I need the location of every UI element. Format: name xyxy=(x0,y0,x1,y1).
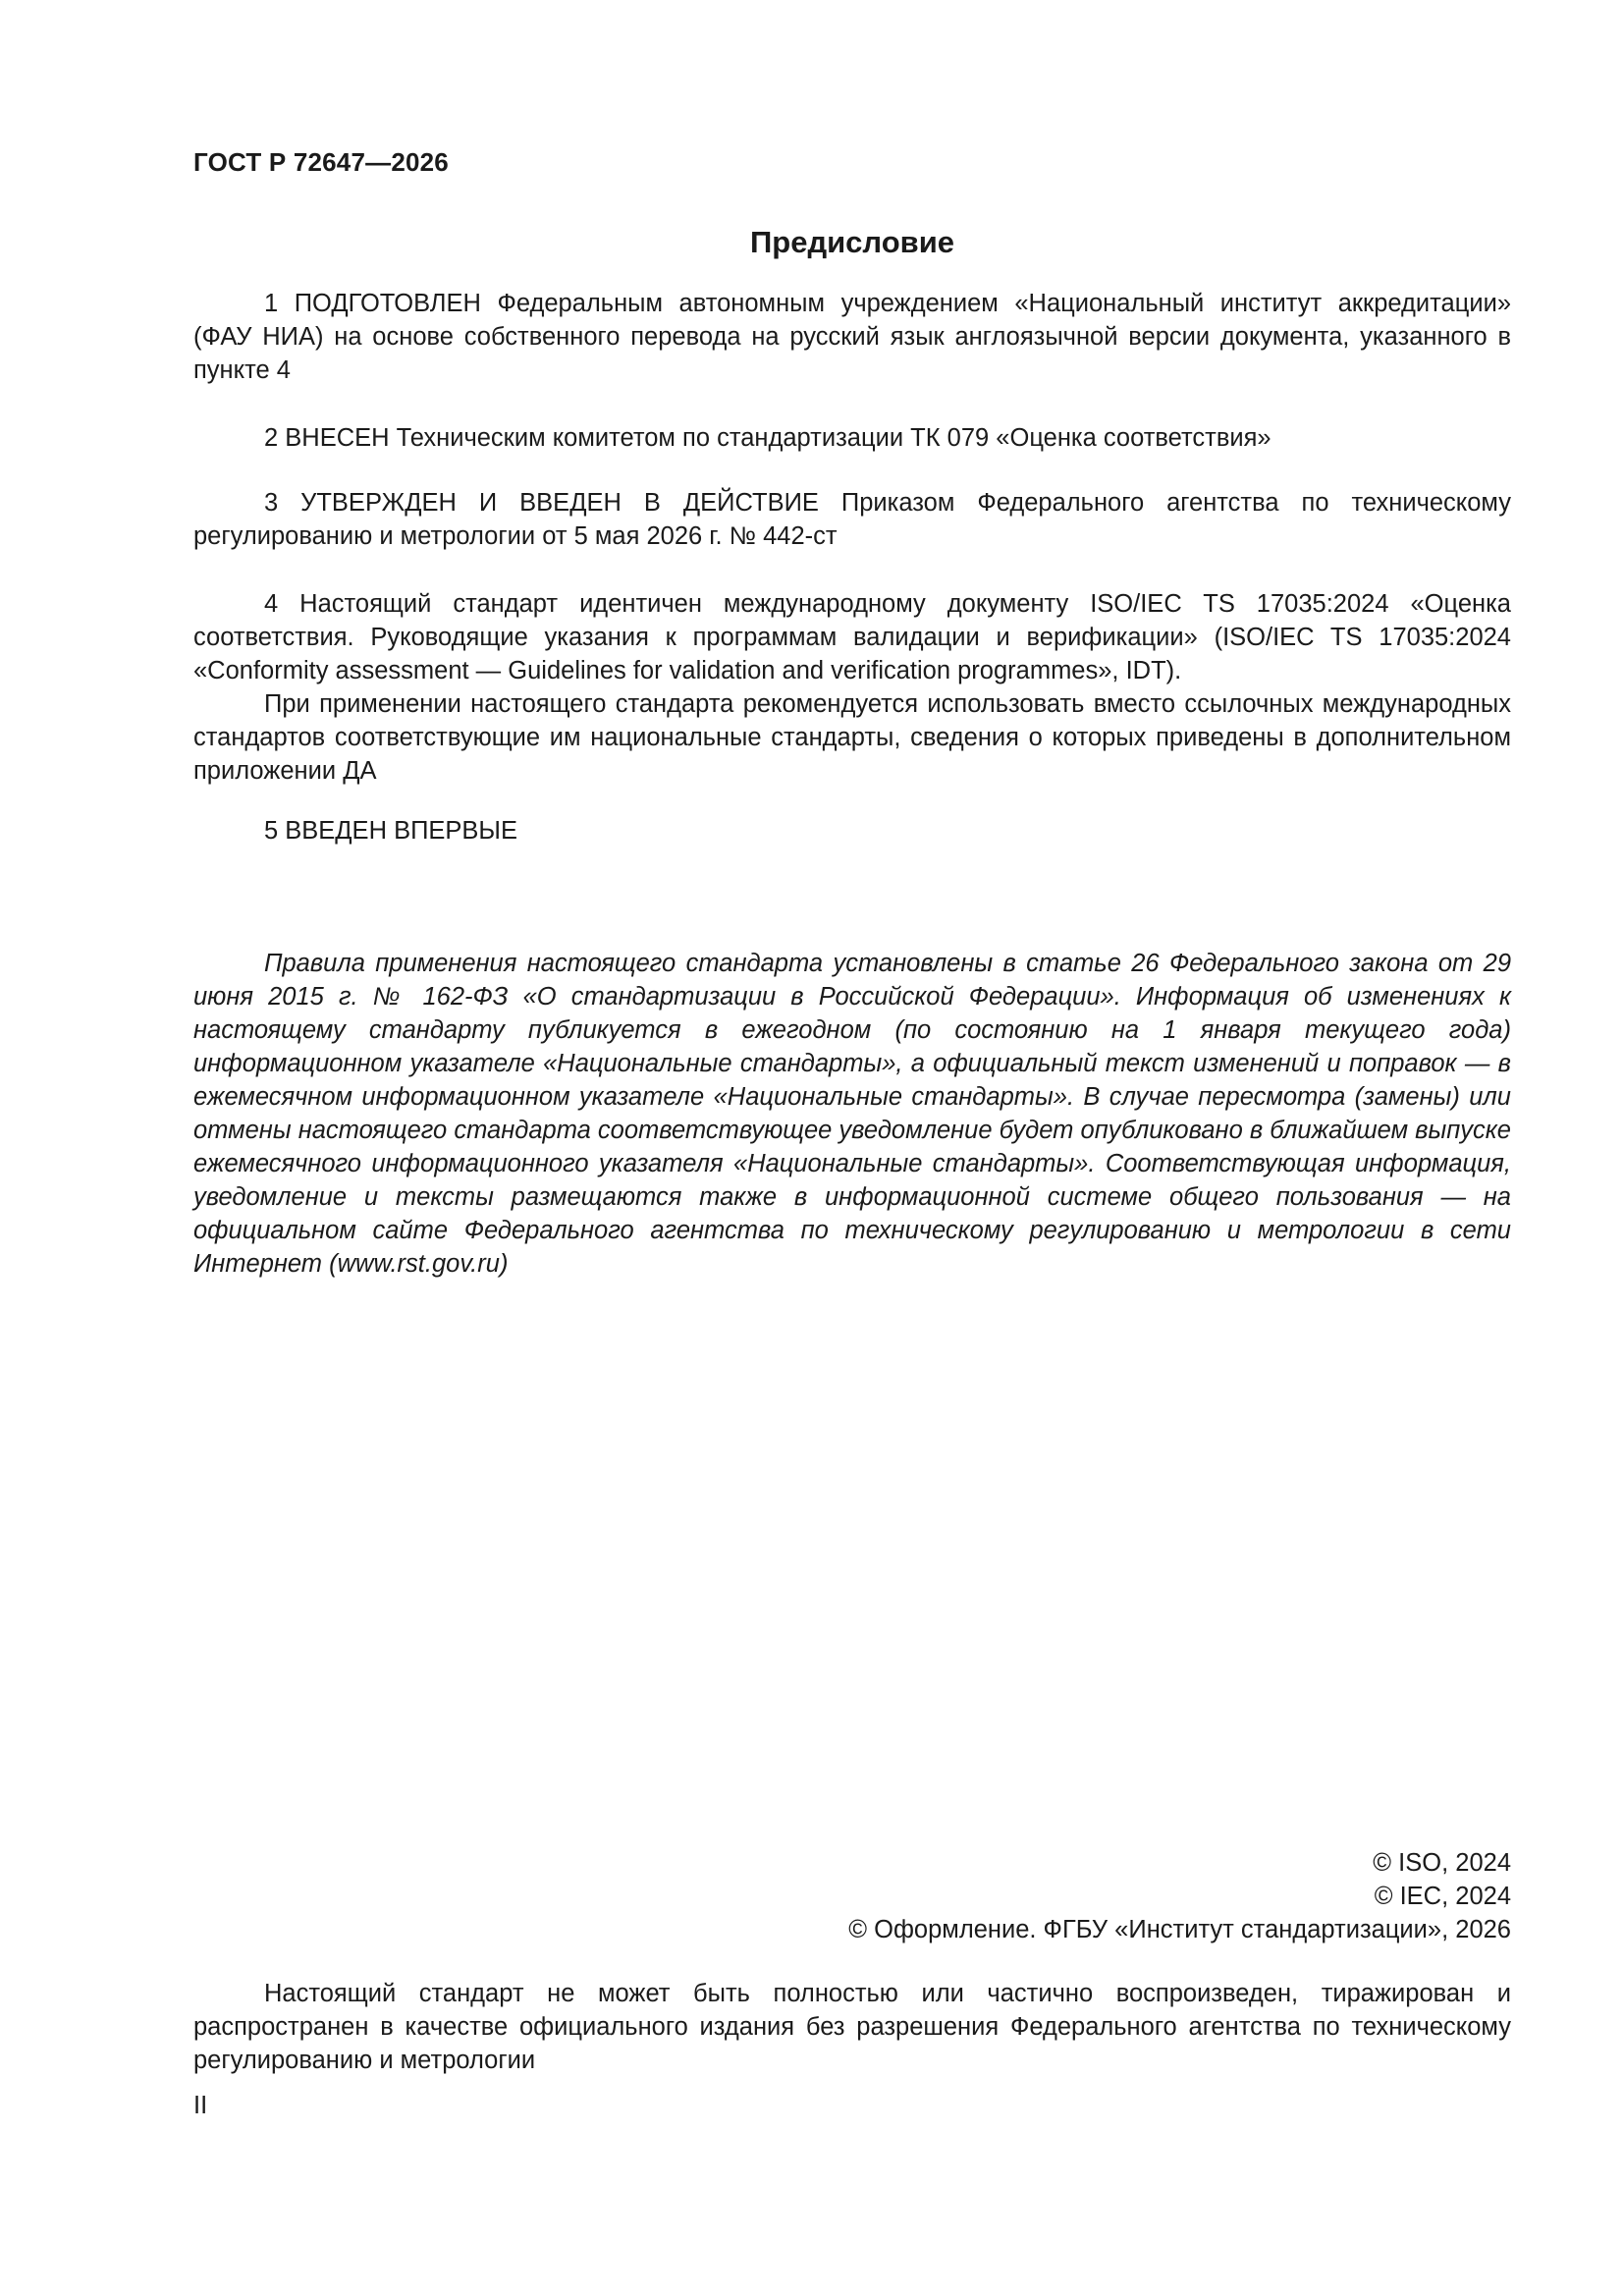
reproduction-notice: Настоящий стандарт не может быть полностью или частично воспроизведен, тиражирован и распространен в качестве официального издания без разрешения Федерального агентства по техническому регулированию и метрологии xyxy=(193,1980,1511,2074)
document-code: ГОСТ Р 72647—2026 xyxy=(193,147,449,177)
foreword-item-4-note: При применении настоящего стандарта рекомендуется использовать вместо ссылочных международных стандартов соответствующие им национальные стандарты, сведения о которых приведены в дополнительном приложении ДА xyxy=(193,690,1511,785)
copyright-iec: © IEC, 2024 xyxy=(1374,1883,1511,1910)
copyright-iso: © ISO, 2024 xyxy=(1373,1849,1511,1877)
foreword-item-5 xyxy=(193,814,1511,847)
foreword-item-3-text: 3 УТВЕРЖДЕН И ВВЕДЕН В ДЕЙСТВИЕ Приказом Федерального агентства по техническому регулированию и метрологии от 5 мая 2026 г. № 442-ст xyxy=(193,489,1511,550)
foreword-item-4 xyxy=(193,587,1511,788)
foreword-item-1 xyxy=(193,287,1511,387)
foreword-item-4-text: 4 Настоящий стандарт идентичен международному документу ISO/IEC TS 17035:2024 «Оценка соответствия. Руководящие указания к программам валидации и верификации» (ISO/IEC TS 17035:2024 «Conformity assessment — Guidelines for validation and verification programmes», IDT). xyxy=(193,590,1511,684)
copyright-design: © Оформление. ФГБУ «Институт стандартизации», 2026 xyxy=(848,1916,1511,1943)
foreword-title: Предисловие xyxy=(749,225,954,259)
foreword-item-2-text: 2 ВНЕСЕН Техническим комитетом по стандартизации ТК 079 «Оценка соответствия» xyxy=(264,424,1271,452)
foreword-item-1-text: 1 ПОДГОТОВЛЕН Федеральным автономным учреждением «Национальный институт аккредитации» (ФАУ НИА) на основе собственного перевода на русский язык англоязычной версии документа, указанного в пункте 4 xyxy=(193,290,1511,384)
copyright-block xyxy=(193,1846,1511,1946)
application-rules-notice: Правила применения настоящего стандарта установлены в статье 26 Федерального закона от 29 июня 2015 г. № 162-ФЗ «О стандартизации в Российской Федерации». Информация об изменениях к настоящему стандарту публикуется в ежегодном (по состоянию на 1 января текущего года) информационном указателе «Национальные стандарты», а официальный текст изменений и поправок — в ежемесячном информационном указателе «Национальные стандарты». В случае пересмотра (замены) или отмены настоящего стандарта соответствующее уведомление будет опубликовано в ближайшем выпуске ежемесячного информационного указателя «Национальные стандарты». Соответствующая информация, уведомление и тексты размещаются также в информационной системе общего пользования — на официальном сайте Федерального агентства по техническому регулированию и метрологии в сети Интернет (www.rst.gov.ru) xyxy=(193,950,1511,1278)
foreword-item-5-text: 5 ВВЕДЕН ВПЕРВЫЕ xyxy=(264,817,518,845)
page-number: II xyxy=(193,2092,208,2119)
foreword-item-2 xyxy=(193,421,1511,455)
foreword-item-3 xyxy=(193,486,1511,553)
